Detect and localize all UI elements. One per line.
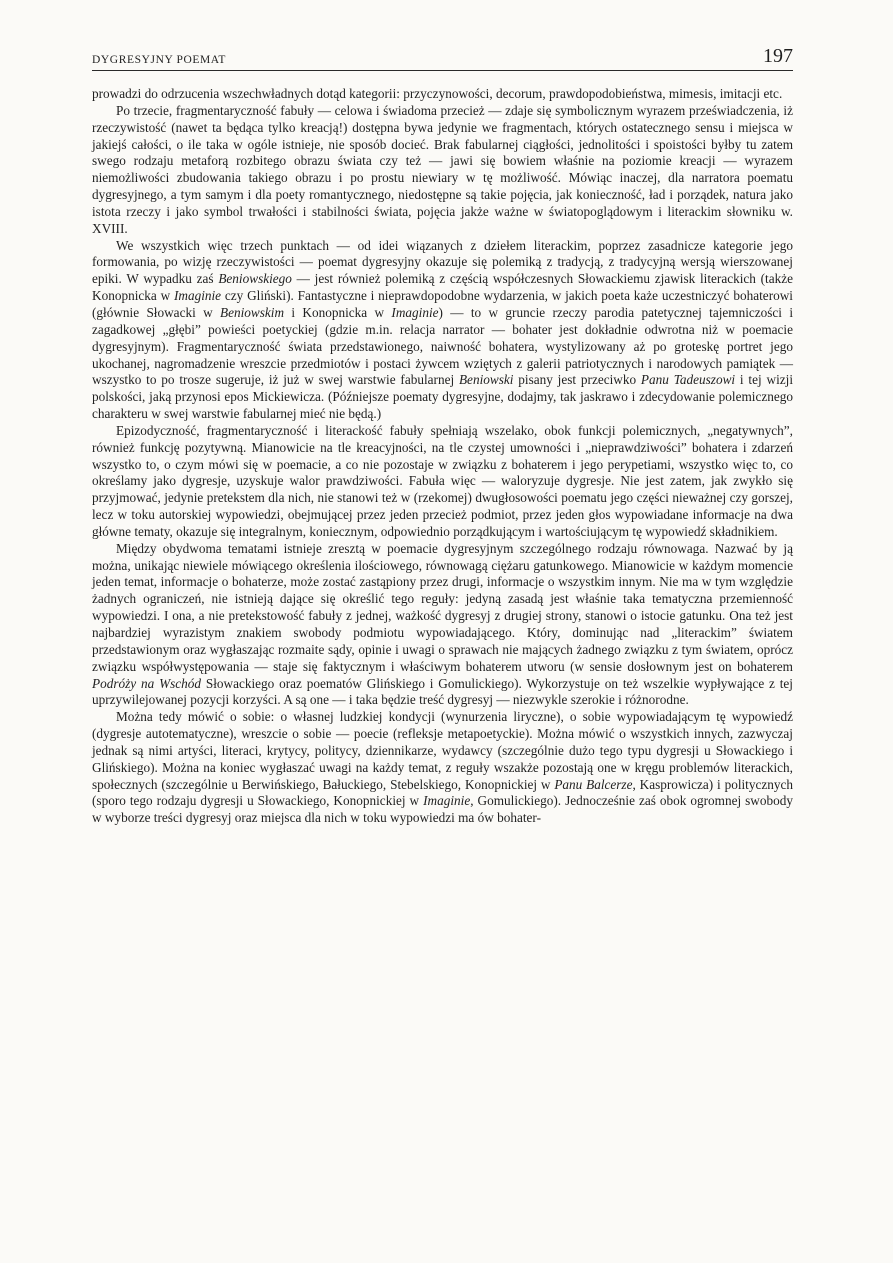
paragraph bbox=[92, 541, 793, 709]
text-run: i Konopnicka w bbox=[284, 304, 392, 320]
text-run: Między obydwoma tematami istnieje zresztą w poemacie dygresyjnym szczególnego rodzaju równowaga. Nazwać by ją można, unikając niewiele mówiącego określenia ilościowego, równowagą ciężaru gatunkowego. Mianowicie w każdym momencie jeden temat, informacje o bohaterze, może zostać zastąpiony przez drugi, informacje o wszystkim innym. Nie ma w tym względzie żadnych ograniczeń, nie istnieją dające się określić tego reguły: jedyną zasadą jest właśnie taka tematyczna przemienność wypowiedzi. I ona, a nie pretekstowość fabuły z jednej, ważkość dygresyj z drugiej strony, stanowi o istocie gatunku. Ona też jest najbardziej wyrazistym znakiem swobody podmiotu wypowiadającego. Który, dominując nad „literackim” światem przedstawionym oraz wygłaszając rozmaite sądy, opinie i uwagi o sprawach nie mających żadnego związku z tym światem, oprócz związku współwystępowania — staje się faktycznym i właściwym bohaterem utworu (w sensie dosłownym jest on bohaterem bbox=[92, 540, 793, 674]
page-header bbox=[92, 42, 793, 71]
page-number: 197 bbox=[763, 45, 793, 67]
text-run: Można tedy mówić o sobie: o własnej ludzkiej kondycji (wynurzenia liryczne), o sobie wypowiadającym tę wypowiedź (dygresje autotematyczne), wreszcie o sobie — poecie (refleksje metapoetyckie). Można mówić o wszystkich innych, zazwyczaj jednak są nimi artyści, literaci, krytycy, politycy, dziennikarze, wydawcy (szczególnie dużo tego typu dygresji u Słowackiego i Glińskiego). Można na koniec wygłaszać uwagi na każdy temat, z reguły wszakże pozostają one w kręgu problemów literackich, społecznych (szczególnie u Berwińskiego, Bałuckiego, Stebelskiego, Konopnickiej w bbox=[92, 709, 793, 792]
italic-title: Beniowskiego bbox=[218, 271, 292, 287]
text-run: czy Gliński). Fantastyczne i nieprawdopodobne wydarzenia, w jakich poeta każe uczestniczyć bohaterowi (głównie Słowacki w bbox=[92, 288, 793, 320]
italic-title: Podróży na Wschód bbox=[92, 675, 202, 691]
italic-title: Panu Balcerze bbox=[554, 776, 633, 792]
paragraph bbox=[92, 86, 793, 103]
text-run: , Kasprowicza) i politycznych (sporo tego rodzaju dygresji u Słowackiego, Konopnickiej w bbox=[92, 776, 794, 809]
paragraph bbox=[92, 238, 793, 423]
text-run: — jest również polemiką z częścią współczesnych Słowackiemu zjawisk literackich (także Konopnicka w bbox=[92, 271, 793, 304]
body-text bbox=[92, 86, 793, 827]
text-run: Epizodyczność, fragmentaryczność i literackość fabuły spełniają wszelako, obok funkcji polemicznych, „negatywnych”, również funkcję pozytywną. Mianowicie na tle kreacyjności, na tle czystej umowności i „nieprawdziwości” bohatera i zdarzeń wszystko to, o czym mówi się w poemacie, a co nie pozostaje w związku z bohaterem i jego perypetiami, wszystko więc to, co określamy jako dygresje, uzyskuje walor prawdziwości. Fabuła więc — waloryzuje dygresje. Nie jest zatem, jak zwykło się przyjmować, jedynie pretekstem dla nich, nie stanowi też w (rzekomej) dwugłosowości poematu jego części nieważnej czy gorszej, lecz w toku autorskiej wypowiedzi, obejmującej przez jeden przecież podmiot, przez jeden głos wypowiadane informacje na dwa główne tematy, okazuje się integralnym, koniecznym, odpowiednio porządkującym i wartościującym tę wypowiedź składnikiem. bbox=[92, 422, 793, 539]
italic-title: Beniowski bbox=[458, 372, 514, 388]
italic-title: Imaginie bbox=[173, 288, 222, 304]
paragraph bbox=[92, 103, 793, 238]
text-run: prowadzi do odrzucenia wszechwładnych dotąd kategorii: przyczynowości, decorum, prawdopodobieństwa, mimesis, imitacji etc. bbox=[92, 86, 783, 101]
text-run: i tej wizji polskości, jaką przynosi epos Mickiewicza. (Późniejsze poematy dygresyjne, dodajmy, tak jaskrawo i zdecydowanie polemicznego charakteru w swej warstwie fabularnej mieć nie będą.) bbox=[92, 372, 793, 422]
text-run: We wszystkich więc trzech punktach — od idei wiązanych z dziełem literackim, poprzez zasadnicze kategorie jego formowania, po wizję rzeczywistości — poemat dygresyjny okazuje się polemiką z tradycją, z tradycyjną wersją wierszowanej epiki. W wypadku zaś bbox=[92, 237, 793, 287]
italic-title: Panu Tadeuszowi bbox=[640, 372, 736, 388]
text-run: ) — to w gruncie rzeczy parodia patetycznej tajemniczości i zagadkowej „głębi” powieści poetyckiej (gdzie m.in. relacja narrator — bohater jest dokładnie odwrotna niż w poemacie dygresyjnym). Fragmentaryczność świata przedstawionego, naiwność bohatera, wystylizowany aż po groteskę portret jego ukochanej, nagromadzenie wreszcie przedmiotów i postaci żywcem wziętych z galerii patriotycznych i narodowych pamiątek — wszystko to po trosze sugeruje, iż już w swej warstwie fabularnej bbox=[92, 304, 793, 388]
text-run: Po trzecie, fragmentaryczność fabuły — celowa i świadoma przecież — zdaje się symbolicznym wyrazem przeświadczenia, iż rzeczywistość (nawet ta będąca tylko kreacją!) dostępna bywa jedynie we fragmentach, których ostatecznego sensu i miejsca w jakiejś całości, o ile taka w ogóle istnieje, nie sposób docieć. Brak fabularnej ciągłości, jednolitości i spoistości byłby tu zatem swego rodzaju metaforą rozbitego obrazu świata czy też — jawi się bowiem właśnie na poziomie kreacji — wyrazem niemożliwości zbudowania takiego obrazu i po prostu niewiary w tę możliwość. Mówiąc inaczej, dla narratora poematu dygresyjnego, a tym samym i dla poety romantycznego, niedostępne są takie pojęcia, jak konieczność, ład i porządek, natura jako istota rzeczy i jako symbol trwałości i stabilności świata, pojęcia jakże ważne w światopoglądowym i literackim słowniku w. XVIII. bbox=[92, 102, 793, 236]
italic-title: Imaginie bbox=[391, 304, 439, 320]
paragraph bbox=[92, 423, 793, 541]
paragraph bbox=[92, 709, 793, 827]
italic-title: Imaginie bbox=[423, 793, 471, 809]
text-run: pisany jest przeciwko bbox=[513, 372, 641, 388]
text-run: Słowackiego oraz poematów Glińskiego i Gomulickiego). Wykorzystuje on też wszelkie wypływające z tej uprzywilejowanej pozycji korzyści. A są one — i taka będzie treść dygresyj — niezwykle szerokie i różnorodne. bbox=[92, 675, 793, 708]
running-head: DYGRESYJNY POEMAT bbox=[92, 54, 227, 66]
italic-title: Beniowskim bbox=[220, 304, 285, 320]
text-run: , Gomulickiego). Jednocześnie zaś obok ogromnej swobody w wyborze treści dygresyj oraz miejsca dla nich w toku wypowiedzi ma ów bohater- bbox=[92, 793, 793, 826]
